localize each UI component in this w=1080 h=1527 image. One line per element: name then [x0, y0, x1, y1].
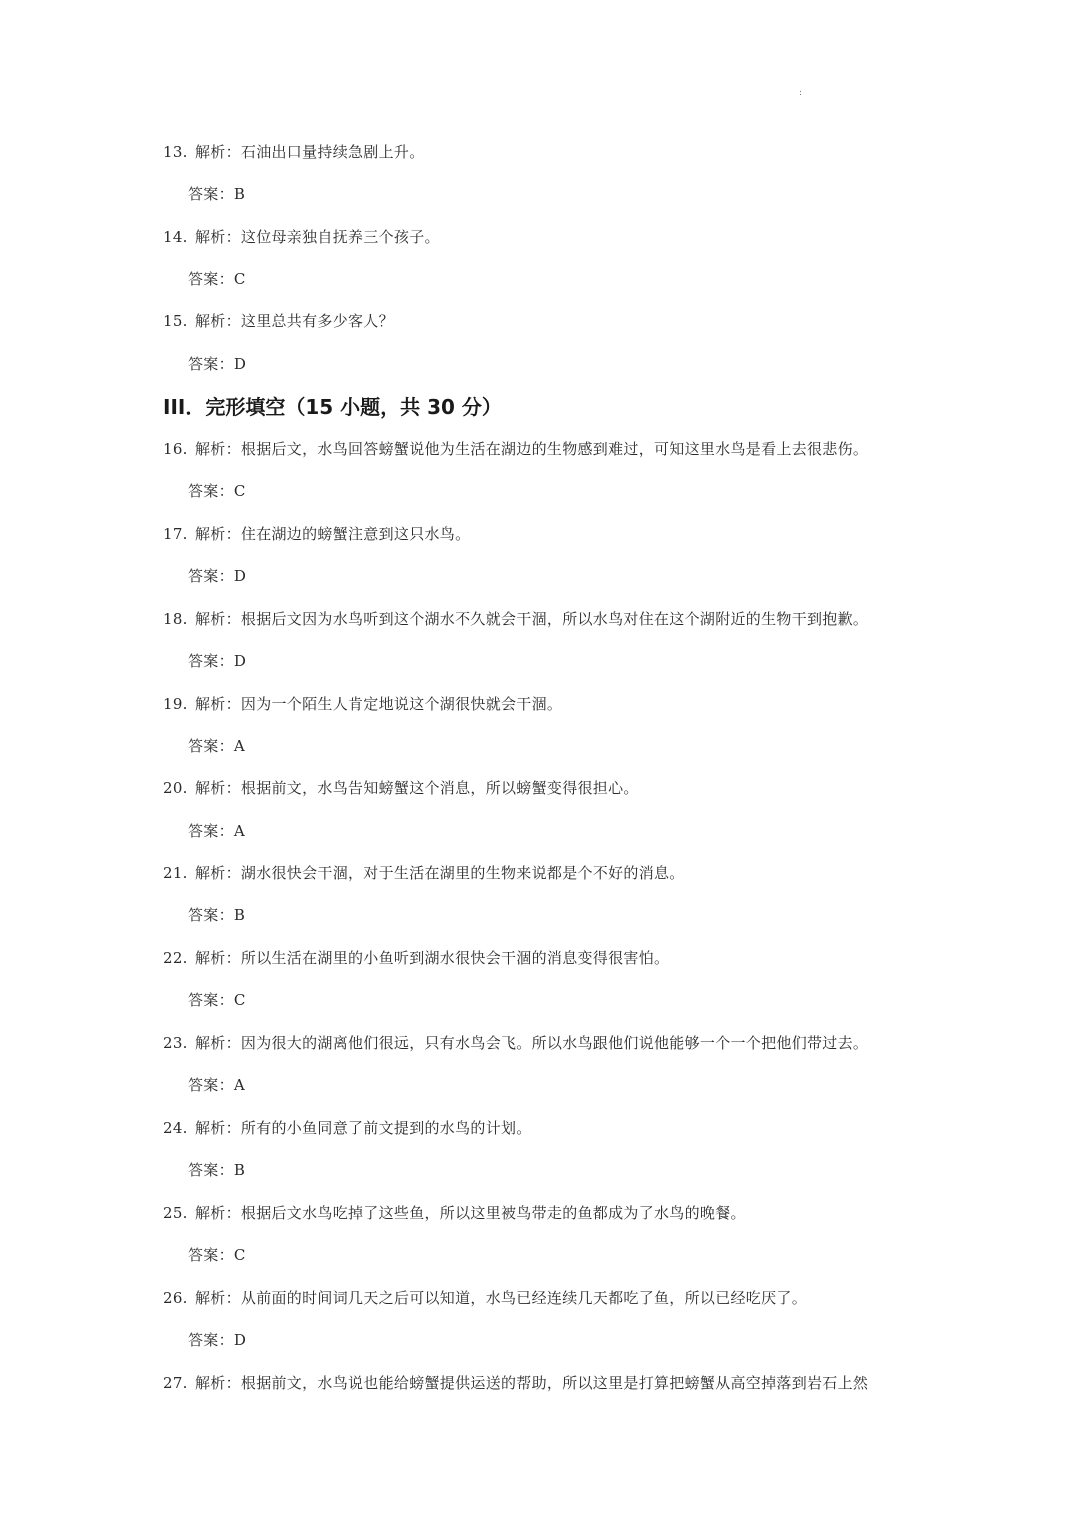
answer-label: 答案：: [188, 1331, 234, 1349]
analysis-line-19: [163, 694, 562, 714]
analysis-label: 解析：: [195, 228, 241, 246]
question-number: 27.: [163, 1374, 188, 1392]
analysis-text: 所有的小鱼同意了前文提到的水鸟的计划。: [240, 1119, 532, 1137]
analysis-text: 因为很大的湖离他们很远，只有水鸟会飞。所以水鸟跟他们说他能够一个一个把他们带过去。: [240, 1034, 869, 1052]
question-number: 19.: [163, 695, 188, 713]
analysis-label: 解析：: [195, 695, 241, 713]
answer-line-22: [188, 990, 246, 1010]
answer-value: D: [233, 1331, 247, 1349]
answer-value: B: [233, 185, 246, 203]
answer-line-25: [188, 1245, 246, 1265]
answer-line-26: [188, 1330, 246, 1350]
analysis-line-25: [163, 1203, 746, 1223]
question-number: 13.: [163, 143, 188, 161]
answer-label: 答案：: [188, 991, 234, 1009]
question-number: 24.: [163, 1119, 188, 1137]
answer-line-14: [188, 269, 246, 289]
analysis-text: 因为一个陌生人肯定地说这个湖很快就会干涸。: [240, 695, 563, 713]
answer-line-17: [188, 566, 246, 586]
answer-line-20: [188, 821, 245, 841]
answer-label: 答案：: [188, 737, 234, 755]
analysis-line-24: [163, 1118, 532, 1138]
section-heading: III．完形填空（15 小题，共 30 分）: [163, 395, 502, 419]
analysis-line-22: [163, 948, 669, 968]
analysis-text: 这里总共有多少客人？: [240, 312, 394, 330]
answer-value: C: [233, 482, 246, 500]
answer-value: A: [233, 1076, 246, 1094]
analysis-line-26: [163, 1288, 807, 1308]
analysis-label: 解析：: [195, 525, 241, 543]
question-number: 21.: [163, 864, 188, 882]
analysis-text: 根据后文，水鸟回答螃蟹说他为生活在湖边的生物感到难过，可知这里水鸟是看上去很悲伤。: [240, 440, 869, 458]
analysis-line-21: [163, 863, 685, 883]
answer-label: 答案：: [188, 567, 234, 585]
analysis-line-17: [163, 524, 470, 544]
analysis-text: 根据后文水鸟吃掉了这些鱼，所以这里被鸟带走的鱼都成为了水鸟的晚餐。: [240, 1204, 746, 1222]
answer-value: C: [233, 1246, 246, 1264]
answer-label: 答案：: [188, 270, 234, 288]
analysis-label: 解析：: [195, 864, 241, 882]
answer-label: 答案：: [188, 355, 234, 373]
question-number: 23.: [163, 1034, 188, 1052]
analysis-line-20: [163, 778, 639, 798]
analysis-text: 根据前文，水鸟告知螃蟹这个消息，所以螃蟹变得很担心。: [240, 779, 639, 797]
answer-line-23: [188, 1075, 245, 1095]
answer-value: B: [233, 1161, 246, 1179]
answer-line-24: [188, 1160, 245, 1180]
question-number: 25.: [163, 1204, 188, 1222]
answer-line-15: [188, 354, 246, 374]
analysis-text: 根据后文因为水鸟听到这个湖水不久就会干涸，所以水鸟对住在这个湖附近的生物干到抱歉。: [240, 610, 869, 628]
analysis-line-27: [163, 1373, 868, 1393]
question-number: 18.: [163, 610, 188, 628]
answer-value: A: [233, 822, 246, 840]
question-number: 14.: [163, 228, 188, 246]
answer-value: D: [233, 567, 247, 585]
analysis-label: 解析：: [195, 779, 241, 797]
analysis-label: 解析：: [195, 143, 241, 161]
answer-line-21: [188, 905, 245, 925]
analysis-label: 解析：: [195, 949, 241, 967]
analysis-line-14: [163, 227, 440, 247]
answer-value: C: [233, 991, 246, 1009]
analysis-text: 这位母亲独自抚养三个孩子。: [240, 228, 440, 246]
answer-line-19: [188, 736, 245, 756]
answer-value: D: [233, 652, 247, 670]
answer-label: 答案：: [188, 652, 234, 670]
answer-label: 答案：: [188, 482, 234, 500]
analysis-label: 解析：: [195, 610, 241, 628]
answer-value: A: [233, 737, 246, 755]
answer-line-18: [188, 651, 246, 671]
analysis-label: 解析：: [195, 1374, 241, 1392]
question-number: 26.: [163, 1289, 188, 1307]
question-number: 17.: [163, 525, 188, 543]
answer-label: 答案：: [188, 185, 234, 203]
analysis-text: 石油出口量持续急剧上升。: [240, 143, 425, 161]
analysis-line-13: [163, 142, 425, 162]
analysis-text: 住在湖边的螃蟹注意到这只水鸟。: [240, 525, 471, 543]
answer-label: 答案：: [188, 1161, 234, 1179]
question-number: 22.: [163, 949, 188, 967]
question-number: 15.: [163, 312, 188, 330]
analysis-label: 解析：: [195, 1034, 241, 1052]
answer-label: 答案：: [188, 906, 234, 924]
corner-mark: :: [799, 88, 803, 98]
answer-value: D: [233, 355, 247, 373]
answer-label: 答案：: [188, 1076, 234, 1094]
analysis-line-15: [163, 311, 394, 331]
analysis-label: 解析：: [195, 1289, 241, 1307]
analysis-label: 解析：: [195, 440, 241, 458]
answer-line-13: [188, 184, 245, 204]
analysis-label: 解析：: [195, 312, 241, 330]
answer-label: 答案：: [188, 1246, 234, 1264]
answer-line-16: [188, 481, 246, 501]
answer-value: C: [233, 270, 246, 288]
answer-label: 答案：: [188, 822, 234, 840]
analysis-text: 湖水很快会干涸，对于生活在湖里的生物来说都是个不好的消息。: [240, 864, 685, 882]
question-number: 20.: [163, 779, 188, 797]
analysis-text: 根据前文，水鸟说也能给螃蟹提供运送的帮助，所以这里是打算把螃蟹从高空掉落到岩石上然: [240, 1374, 869, 1392]
analysis-label: 解析：: [195, 1119, 241, 1137]
question-number: 16.: [163, 440, 188, 458]
analysis-line-23: [163, 1033, 868, 1053]
analysis-line-18: [163, 609, 868, 629]
answer-value: B: [233, 906, 246, 924]
analysis-line-16: [163, 439, 868, 459]
analysis-text: 所以生活在湖里的小鱼听到湖水很快会干涸的消息变得很害怕。: [240, 949, 670, 967]
analysis-label: 解析：: [195, 1204, 241, 1222]
analysis-text: 从前面的时间词几天之后可以知道，水鸟已经连续几天都吃了鱼，所以已经吃厌了。: [240, 1289, 808, 1307]
